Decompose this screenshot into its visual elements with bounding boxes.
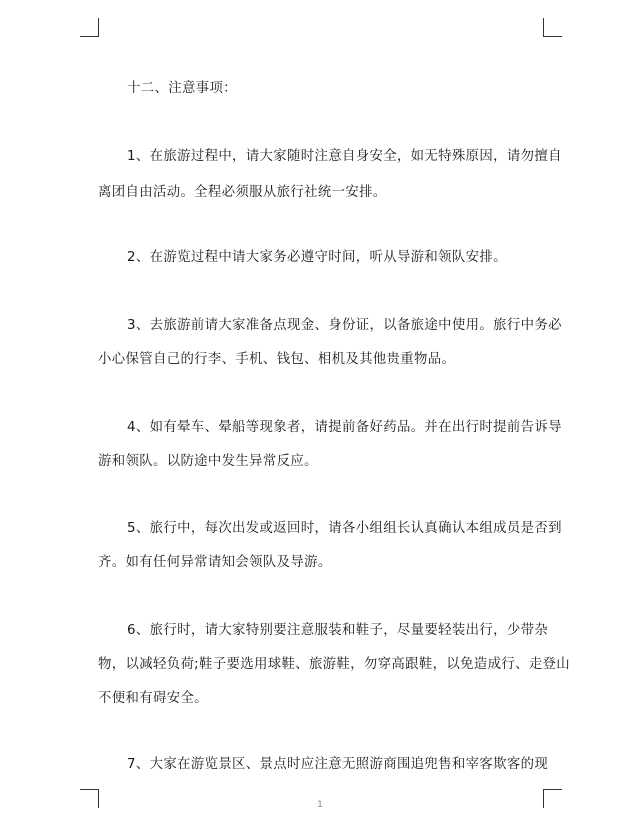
corner-mark-bottom-right xyxy=(543,789,562,808)
paragraph-6-line-1: 6、旅行时，请大家特别要注意服装和鞋子，尽量要轻装出行，少带杂 xyxy=(127,623,549,638)
corner-mark-bottom-left xyxy=(80,789,99,808)
paragraph-4-line-2: 游和领队。以防途中发生异常反应。 xyxy=(98,454,318,469)
paragraph-3-line-1: 3、去旅游前请大家准备点现金、身份证，以备旅途中使用。旅行中务必 xyxy=(127,318,562,333)
paragraph-6-line-3: 不便和有碍安全。 xyxy=(98,691,208,706)
paragraph-3-line-2: 小心保管自己的行李、手机、钱包、相机及其他贵重物品。 xyxy=(98,352,456,367)
paragraph-5-line-1: 5、旅行中，每次出发或返回时，请各小组组长认真确认本组成员是否到 xyxy=(127,521,562,536)
paragraph-1-line-1: 1、在旅游过程中，请大家随时注意自身安全，如无特殊原因，请勿擅自 xyxy=(127,149,562,164)
corner-mark-top-right xyxy=(543,18,562,37)
page-number: 1 xyxy=(317,800,323,810)
section-heading: 十二、注意事项： xyxy=(127,81,237,96)
paragraph-2-line-1: 2、在游览过程中请大家务必遵守时间，听从导游和领队安排。 xyxy=(127,250,507,265)
paragraph-7-line-1: 7、大家在游览景区、景点时应注意无照游商围追兜售和宰客欺客的现 xyxy=(127,757,549,772)
paragraph-5-line-2: 齐。如有任何异常请知会领队及导游。 xyxy=(98,555,332,570)
corner-mark-top-left xyxy=(80,18,99,37)
paragraph-1-line-2: 离团自由活动。全程必须服从旅行社统一安排。 xyxy=(98,185,387,200)
paragraph-6-line-2: 物，以减轻负荷;鞋子要选用球鞋、旅游鞋，勿穿高跟鞋，以免造成行、走登山 xyxy=(98,657,571,672)
paragraph-4-line-1: 4、如有晕车、晕船等现象者，请提前备好药品。并在出行时提前告诉导 xyxy=(127,420,562,435)
